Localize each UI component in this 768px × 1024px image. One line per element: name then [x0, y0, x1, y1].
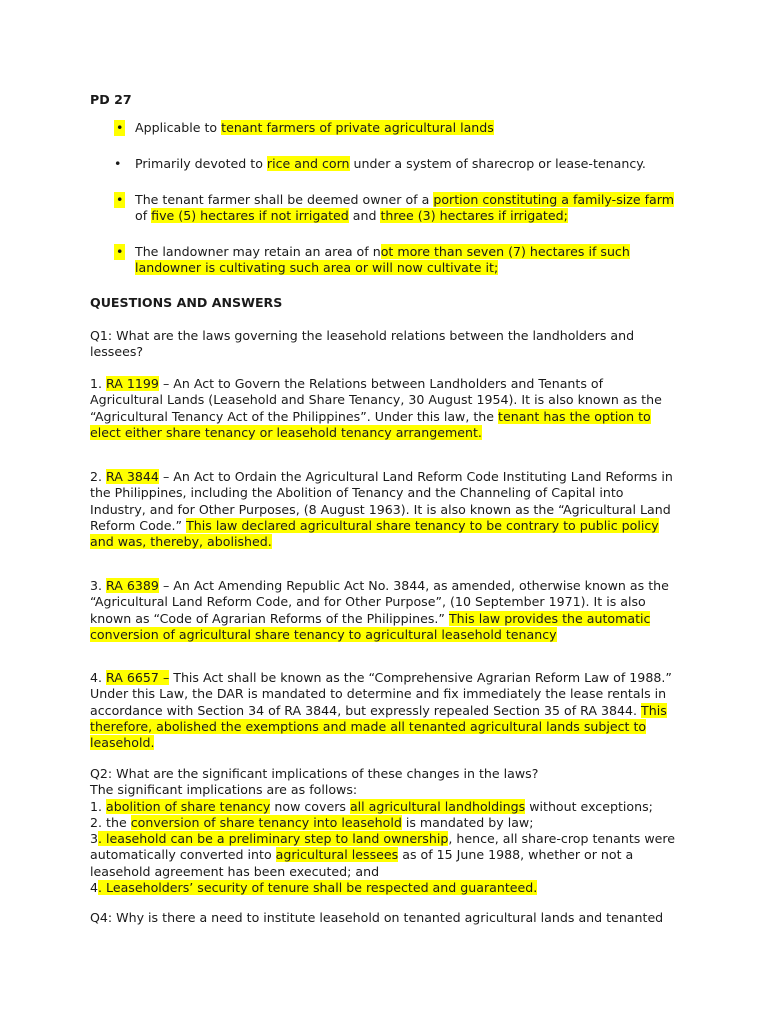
bullet-item — [90, 120, 690, 136]
question-2-intro: The significant implications are as follows: — [90, 782, 358, 798]
question-1: Q1: What are the laws governing the leasehold relations between the landholders and lessees? — [90, 328, 635, 360]
bullet-item — [90, 244, 690, 277]
highlighted-text: all agricultural landholdings — [349, 798, 526, 814]
highlighted-text: three (3) hectares if irrigated; — [380, 208, 568, 224]
text-run: without exceptions; — [525, 798, 653, 814]
bullet-text — [135, 192, 690, 225]
implication-item — [90, 831, 680, 880]
text-run: is mandated by law; — [401, 814, 534, 830]
text-run: The tenant farmer shall be deemed owner of a — [135, 192, 434, 207]
implication-item — [90, 880, 680, 896]
text-run: This Act shall be known as the “Comprehensive Agrarian Reform Law of 1988.” Under this Law, the DAR is mandated to determine and fix immediately the lease rentals in accordance with Section 34 of RA 3844, but expressly repealed Section 35 of RA 3844. — [90, 670, 672, 718]
text-run: of — [135, 208, 152, 224]
highlighted-text: RA 6389 — [106, 578, 159, 593]
highlighted-text: tenant farmers of private agricultural lands — [221, 120, 494, 135]
highlighted-text: RA 6657 – — [106, 670, 170, 685]
highlighted-text: portion constituting a family-size farm — [433, 192, 674, 207]
highlighted-text: agricultural lessees — [275, 847, 399, 863]
text-run: under a system of sharecrop or lease-tenancy. — [349, 156, 646, 171]
highlighted-text: five (5) hectares if not irrigated — [151, 208, 349, 224]
bullet-dot-icon: • — [116, 192, 124, 207]
bullet-item — [90, 192, 690, 225]
text-run: – An Act to Ordain the Agricultural Land Reform Code Instituting Land Reforms in the Philippines, including the Abolition of Tenancy and the Channeling of Capital into Industry, and for Other Purposes, (8 August 1963). It is also known as the “Agricultural Land Reform Code.” — [90, 469, 673, 533]
text-run: 1. — [90, 798, 107, 814]
law-entry — [90, 376, 680, 441]
text-run: – An Act Amending Republic Act No. 3844, as amended, otherwise known as the “Agricultural Land Reform Code, and for Other Purpose”, (10 September 1971). It is also known as “Code of Agrarian Reforms of the Philippines.” — [90, 578, 669, 626]
text-run: 2. — [90, 469, 107, 484]
text-run: 3. — [90, 578, 107, 593]
qa-heading: QUESTIONS AND ANSWERS — [90, 295, 283, 310]
text-run: – An Act to Govern the Relations between Landholders and Tenants of Agricultural Lands (Leasehold and Share Tenancy, 30 August 1954). It is also known as the “Agricultural Tenancy Act of the Philippines”. Under this law, the — [90, 376, 662, 424]
bullet-item — [90, 156, 690, 172]
implication-item — [90, 815, 680, 831]
highlighted-text: ot more than seven (7) hectares if such landowner is cultivating such area or will now cultivate it; — [135, 244, 630, 276]
highlighted-text: This therefore, abolished the exemptions and made all tenanted agricultural lands subject to leasehold. — [90, 702, 667, 751]
text-run: as of 15 June 1988, whether or not a leasehold agreement has been executed; and — [90, 847, 634, 879]
bullet-dot-icon: • — [116, 244, 124, 259]
text-run: 2. the — [90, 814, 131, 830]
question-4: Q4: Why is there a need to institute leasehold on tenanted agricultural lands and tenanted — [90, 910, 664, 925]
bullet-dot-icon: • — [114, 156, 122, 171]
implication-item — [90, 799, 680, 815]
law-entry — [90, 469, 680, 550]
text-run: 1. — [90, 376, 107, 391]
law-entry — [90, 578, 680, 643]
text-run: now covers — [270, 798, 350, 814]
text-run: and — [348, 208, 381, 224]
law-entry — [90, 670, 680, 751]
bullet-text — [135, 120, 690, 136]
highlighted-text: This law declared agricultural share tenancy to be contrary to public policy and was, thereby, abolished. — [90, 517, 659, 550]
highlighted-text: abolition of share tenancy — [106, 798, 271, 814]
bullet-dot-icon: • — [116, 120, 124, 135]
document-title: PD 27 — [90, 92, 132, 107]
highlighted-text: This law provides the automatic conversion of agricultural share tenancy to agricultural leasehold tenancy — [90, 610, 651, 642]
bullet-text — [135, 156, 690, 172]
bullet-text — [135, 244, 690, 277]
highlighted-text: conversion of share tenancy into leasehold — [130, 814, 402, 830]
highlighted-text: . Leaseholders’ security of tenure shall be respected and guaranteed. — [98, 880, 538, 896]
text-run: 4 — [90, 880, 99, 896]
text-run: The landowner may retain an area of n — [135, 244, 381, 259]
text-run: Applicable to — [135, 120, 222, 135]
highlighted-text: rice and corn — [266, 156, 350, 171]
text-run: Primarily devoted to — [135, 156, 267, 171]
implications-list — [90, 799, 680, 897]
text-run: 4. — [90, 670, 107, 685]
highlighted-text: RA 3844 — [106, 469, 159, 484]
question-2: Q2: What are the significant implications of these changes in the laws? — [90, 766, 539, 781]
text-run: 3 — [90, 831, 99, 847]
text-run: , hence, all share-crop tenants were automatically converted into — [90, 831, 676, 863]
question-2-section — [90, 766, 680, 896]
highlighted-text: tenant has the option to elect either share tenancy or leasehold tenancy arrangement. — [90, 408, 651, 440]
highlighted-text: RA 1199 — [106, 376, 159, 391]
highlighted-text: . leasehold can be a preliminary step to land ownership — [98, 831, 449, 847]
